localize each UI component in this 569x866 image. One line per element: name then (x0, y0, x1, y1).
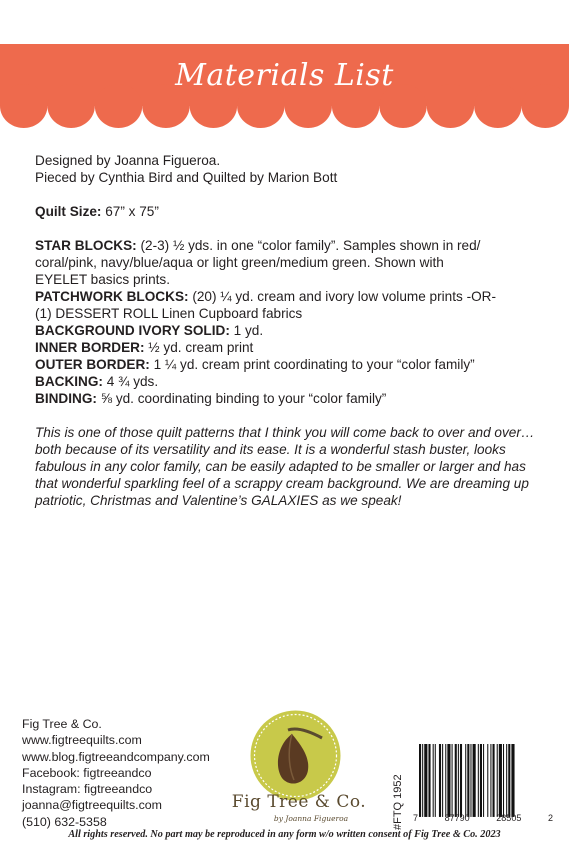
contact-info (22, 716, 210, 830)
svg-text:#FTQ 1952: #FTQ 1952 (392, 774, 404, 830)
description-blurb: This is one of those quilt patterns that I think you will come back to over and over… both because of its versatility and its ease. It is a wonderful stash buster, looks fabulous in any color family, can be easily adapted to be smaller or larger and has that wonderful sparkling feel of a scrappy cream background. We are dreaming up patriotic, Christmas and Valentine’s GALAXIES as we speak! (35, 425, 535, 508)
website-link[interactable]: www.figtreequilts.com (22, 733, 142, 748)
material-item (35, 390, 540, 407)
material-label: BACKING: (35, 374, 103, 389)
material-item (35, 339, 540, 356)
logo-wordmark: Fig Tree & Co. (231, 792, 367, 812)
page-title: Materials List (175, 58, 394, 93)
material-text: ⅝ yd. coordinating binding to your “color family” (96, 391, 387, 406)
copyright-footer: All rights reserved. No part may be reproduced in any form w/o written consent of Fig Tree & Co. 2023 (68, 829, 501, 840)
quilt-size-value: 67” x 75” (101, 204, 159, 219)
materials-content (35, 152, 540, 509)
material-text: ½ yd. cream print (144, 340, 254, 355)
material-text: 1 yd. (229, 323, 264, 338)
material-label: PATCHWORK BLOCKS: (35, 289, 189, 304)
material-item (35, 288, 540, 322)
instagram-handle: Instagram: figtreeandco (22, 782, 153, 797)
blog-link[interactable]: www.blog.figtreeandcompany.com (22, 749, 210, 764)
material-item (35, 322, 540, 339)
barcode (415, 744, 550, 824)
material-label: OUTER BORDER: (35, 357, 150, 372)
material-label: STAR BLOCKS: (35, 238, 137, 253)
material-item (35, 356, 540, 373)
facebook-handle: Facebook: figtreeandco (22, 765, 152, 780)
material-text: (20) ¼ yd. cream and ivory low volume prints -OR- (1) DESSERT ROLL Linen Cupboard fabrics (35, 289, 497, 321)
quilt-size-label: Quilt Size: (35, 204, 102, 219)
logo-byline: by Joanna Figueroa (273, 814, 349, 823)
designer-credit: Designed by Joanna Figueroa. (35, 153, 221, 168)
email-link[interactable]: joanna@figtreequilts.com (22, 798, 162, 813)
material-item (35, 237, 540, 288)
material-text: 4 ¾ yds. (102, 374, 159, 389)
material-text: (2-3) ½ yds. in one “color family”. Samples shown in red/ coral/pink, navy/blue/aqua or light green/medium green. Shown with EYELET basics prints. (35, 238, 481, 287)
fig-logo-icon (248, 708, 343, 803)
material-item (35, 373, 540, 390)
barcode-digit-2: 87790 (444, 813, 470, 823)
barcode-digit-1: 7 (413, 813, 419, 823)
barcode-digit-4: 2 (547, 813, 553, 823)
barcode-digits (413, 813, 553, 823)
material-text: 1 ¼ yd. cream print coordinating to your “color family” (149, 357, 475, 372)
phone-number: (510) 632-5358 (22, 814, 107, 829)
materials-list (35, 237, 540, 407)
sku-label (390, 760, 405, 830)
material-label: BACKGROUND IVORY SOLID: (35, 323, 230, 338)
quilt-size (35, 203, 540, 220)
material-label: BINDING: (35, 391, 97, 406)
pieced-credit: Pieced by Cynthia Bird and Quilted by Marion Bott (35, 170, 338, 185)
material-label: INNER BORDER: (35, 340, 145, 355)
company-name: Fig Tree & Co. (22, 717, 102, 731)
barcode-digit-3: 28505 (496, 813, 522, 823)
